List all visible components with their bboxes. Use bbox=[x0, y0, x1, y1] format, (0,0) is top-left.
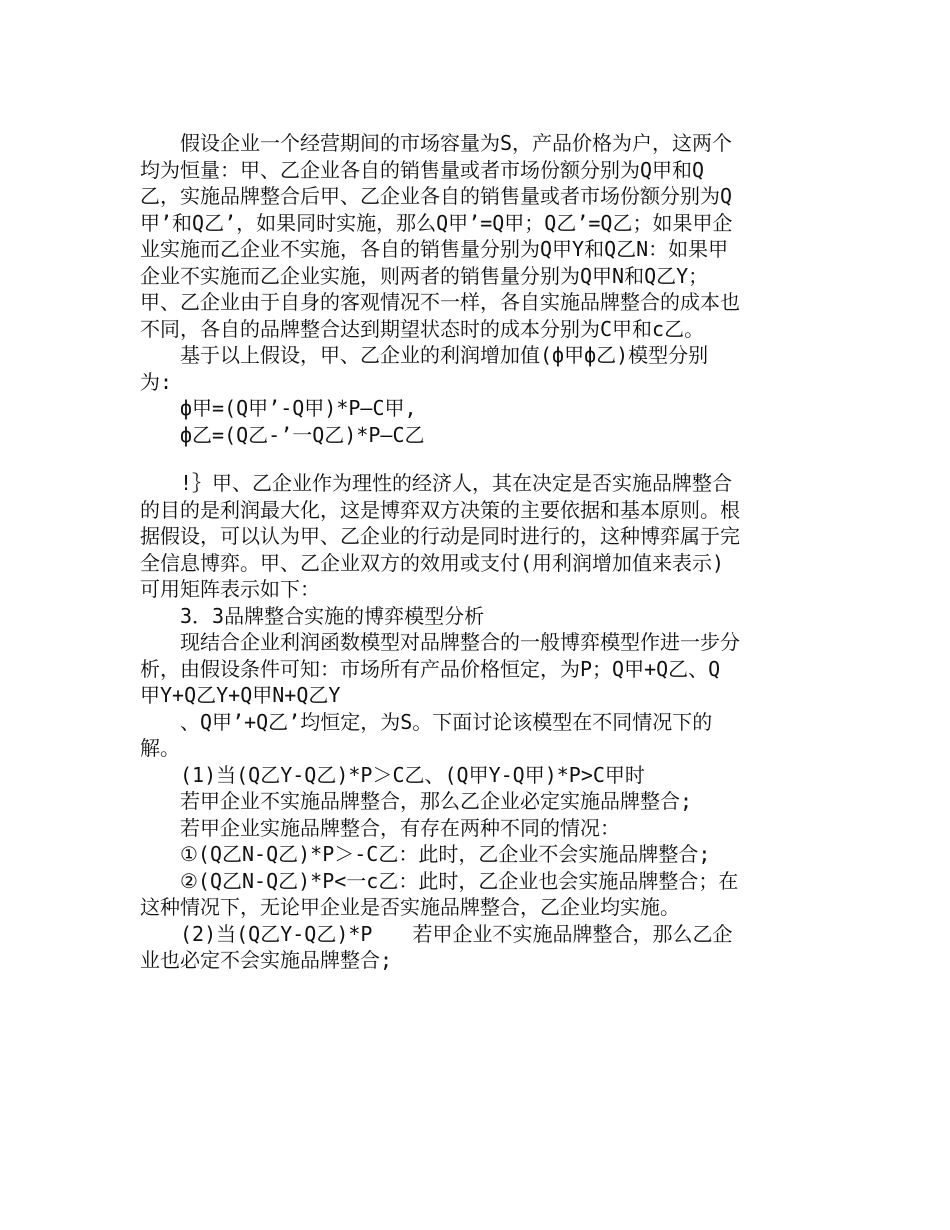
case-1-jia-implement: 若甲企业实施品牌整合，有存在两种不同的情况： bbox=[180, 815, 620, 840]
case-2-condition: (2)当(Q乙Y-Q乙)*P 若甲企业不实施品牌整合，那么乙企业也必定不会实施品牌整合; bbox=[140, 921, 733, 972]
case-1-subcase-1: ①(Q乙N-Q乙)*P＞-C乙：此时，乙企业不会实施品牌整合; bbox=[180, 842, 711, 866]
document-body bbox=[140, 130, 740, 974]
case-1-subcase-2: ②(Q乙N-Q乙)*P<一c乙：此时，乙企业也会实施品牌整合；在这种情况下，无论甲企业是否实施品牌整合，乙企业均实施。 bbox=[140, 868, 739, 919]
paragraph-model-analysis: 现结合企业利润函数模型对品牌整合的一般博弈模型作进一步分析，由假设条件可知：市场所有产品价格恒定，为P；Q甲+Q乙、Q甲Y+Q乙Y+Q甲N+Q乙Y bbox=[140, 630, 740, 707]
paragraph-profit-model-intro: 基于以上假设，甲、乙企业的利润增加值(ф甲ф乙)模型分别为: bbox=[140, 343, 709, 394]
case-1-condition: (1)当(Q乙Y-Q乙)*P＞C乙、(Q甲Y-Q甲)*P>C甲时 bbox=[180, 762, 645, 787]
paragraph-model-analysis-continued: 、Q甲’+Q乙’均恒定，为S。下面讨论该模型在不同情况下的解。 bbox=[140, 709, 713, 760]
paragraph-rational-agents: !｝甲、乙企业作为理性的经济人，其在决定是否实施品牌整合的目的是利润最大化，这是博弈双方决策的主要依据和基本原则。根据假设，可以认为甲、乙企业的行动是同时进行的，这种博弈属于完全信息博弈。甲、乙企业双方的效用或支付(用利润增加值来表示)可用矩阵表示如下： bbox=[140, 471, 740, 601]
paragraph-assumptions: 假设企业一个经营期间的市场容量为S，产品价格为户，这两个均为恒量：甲、乙企业各自的销售量或者市场份额分别为Q甲和Q乙，实施品牌整合后甲、乙企业各自的销售量或者市场份额分别为Q甲’和Q乙’，如果同时实施，那么Q甲’=Q甲；Q乙’=Q乙；如果甲企业实施而乙企业不实施，各自的销售量分别为Q甲Y和Q乙N：如果甲企业不实施而乙企业实施，则两者的销售量分别为Q甲N和Q乙Y；甲、乙企业由于自身的客观情况不一样，各自实施品牌整合的成本也不同，各自的品牌整合达到期望状态时的成本分别为C甲和c乙。 bbox=[140, 131, 740, 341]
case-1-jia-not-implement: 若甲企业不实施品牌整合，那么乙企业必定实施品牌整合; bbox=[180, 789, 693, 813]
formula-profit-jia: ф甲=(Q甲’-Q甲)*P—C甲, bbox=[180, 396, 417, 420]
section-heading-game-model: 3．3品牌整合实施的博弈模型分析 bbox=[180, 603, 485, 628]
formula-profit-yi: ф乙=(Q乙-’一Q乙)*P—C乙 bbox=[180, 422, 425, 447]
